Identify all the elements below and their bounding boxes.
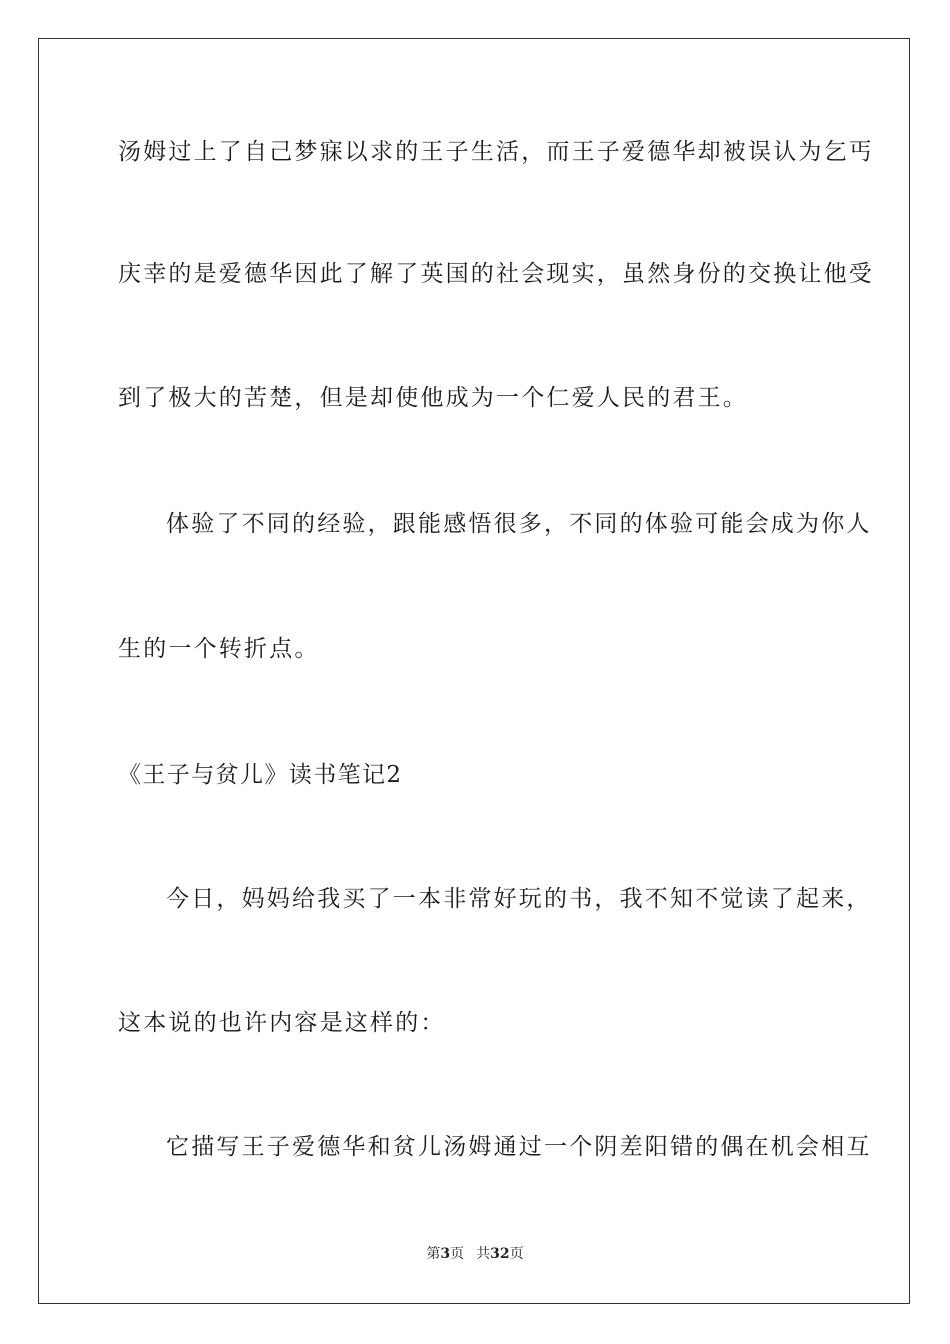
body-line-5: 生的一个转折点。 xyxy=(118,636,320,662)
body-line-1: 汤姆过上了自己梦寐以求的王子生活，而王子爱德华却被误认为乞丐 xyxy=(118,139,874,165)
total-prefix: 共 xyxy=(476,1246,491,1262)
total-pages: 32 xyxy=(490,1246,510,1262)
page-border xyxy=(38,38,910,1304)
section-heading: 《王子与贫儿》读书笔记2 xyxy=(118,762,403,788)
paragraph-start-line: 体验了不同的经验，跟能感悟很多，不同的体验可能会成为你人 xyxy=(166,511,872,537)
paragraph-start-line: 它描写王子爱德华和贫儿汤姆通过一个阴差阳错的偶在机会相互 xyxy=(166,1134,872,1160)
page-prefix: 第 xyxy=(426,1246,441,1262)
paragraph-start-line: 今日，妈妈给我买了一本非常好玩的书，我不知不觉读了起来， xyxy=(166,886,872,912)
body-line-3: 到了极大的苦楚，但是却使他成为一个仁爱人民的君王。 xyxy=(118,385,748,411)
total-suffix: 页 xyxy=(509,1246,524,1262)
page-number: 3 xyxy=(440,1246,451,1262)
page-footer xyxy=(0,1245,950,1263)
body-line-8: 这本说的也许内容是这样的： xyxy=(118,1010,446,1036)
body-line-2: 庆幸的是爱德华因此了解了英国的社会现实，虽然身份的交换让他受 xyxy=(118,261,874,287)
page-suffix: 页 xyxy=(450,1246,465,1262)
